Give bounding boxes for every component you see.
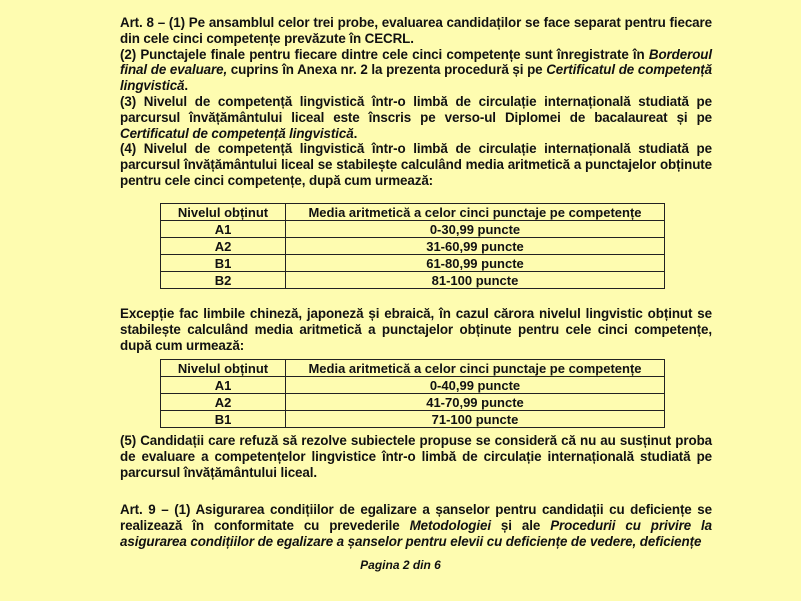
level-cell: B2	[161, 272, 286, 289]
score-range-cell: 61-80,99 puncte	[286, 255, 665, 272]
article-9-text: Art. 9 – (1) Asigurarea condițiilor de egalizare a șanselor pentru candidații cu deficiențe se realizează în conformitate cu prevederile Metodologiei și ale Procedurii cu privire la asigurarea condițiilor de egalizare a șanselor pentru elevii cu deficiențe de vedere, deficiențe	[120, 502, 712, 549]
art9-heading: Art. 9	[120, 502, 156, 517]
score-range-cell: 0-40,99 puncte	[286, 377, 665, 394]
column-header-level: Nivelul obținut	[161, 204, 286, 221]
table-row	[161, 238, 665, 255]
art8-heading: Art. 8	[120, 15, 154, 30]
table-row	[161, 272, 665, 289]
table-header-row	[161, 360, 665, 377]
art8-paragraph-3: (3) Nivelul de competență lingvistică într-o limbă de circulație internațională studiată pe parcursul învățământului liceal este înscris pe verso-ul Diplomei de bacalaureat și pe Certificatul de competență lingvistică.	[120, 93, 712, 141]
level-cell: A2	[161, 394, 286, 411]
column-header-average: Media aritmetică a celor cinci punctaje pe competențe	[286, 360, 665, 377]
article-8-text	[120, 15, 712, 189]
level-table-exception	[160, 359, 665, 428]
art8-paragraph-2: (2) Punctajele finale pentru fiecare dintre cele cinci competențe sunt înregistrate în Borderoul final de evaluare, cuprins în Anexa nr. 2 la prezenta procedură și pe Certificatul de competență lingvistică.	[120, 46, 713, 94]
level-cell: A1	[161, 377, 286, 394]
table-row	[161, 394, 665, 411]
column-header-average: Media aritmetică a celor cinci punctaje pe competențe	[286, 204, 665, 221]
level-cell: B1	[161, 255, 286, 272]
level-cell: A1	[161, 221, 286, 238]
column-header-level: Nivelul obținut	[161, 360, 286, 377]
exception-paragraph: Excepție fac limbile chineză, japoneză și ebraică, în cazul cărora nivelul lingvistic obținut se stabilește calculând media aritmetică a punctajelor obținute pentru cele cinci competențe, după cum urmează:	[120, 306, 712, 353]
level-cell: B1	[161, 411, 286, 428]
table-header-row	[161, 204, 665, 221]
score-range-cell: 71-100 puncte	[286, 411, 665, 428]
score-range-cell: 31-60,99 puncte	[286, 238, 665, 255]
score-range-cell: 81-100 puncte	[286, 272, 665, 289]
table-row	[161, 255, 665, 272]
page-number: Pagina 2 din 6	[360, 558, 441, 572]
table-row	[161, 377, 665, 394]
score-range-cell: 0-30,99 puncte	[286, 221, 665, 238]
table-row	[161, 411, 665, 428]
table-row	[161, 221, 665, 238]
level-cell: A2	[161, 238, 286, 255]
art8-paragraph-1: Art. 8 – (1) Pe ansamblul celor trei probe, evaluarea candidaților se face separat pentru fiecare din cele cinci competențe prevăzute în CECRL.	[120, 15, 712, 46]
art8-paragraph-4: (4) Nivelul de competență lingvistică într-o limbă de circulație internațională studiată pe parcursul învățământului liceal se stabilește calculând media aritmetică a punctajelor obținute pentru cele cinci competențe, după cum urmează:	[120, 141, 712, 188]
score-range-cell: 41-70,99 puncte	[286, 394, 665, 411]
refusal-paragraph: (5) Candidații care refuză să rezolve subiectele propuse se consideră că nu au susținut proba de evaluare a competențelor lingvistice într-o limbă de circulație internațională studiată pe parcursul învățământului liceal.	[120, 433, 712, 480]
level-table-standard	[160, 203, 665, 289]
